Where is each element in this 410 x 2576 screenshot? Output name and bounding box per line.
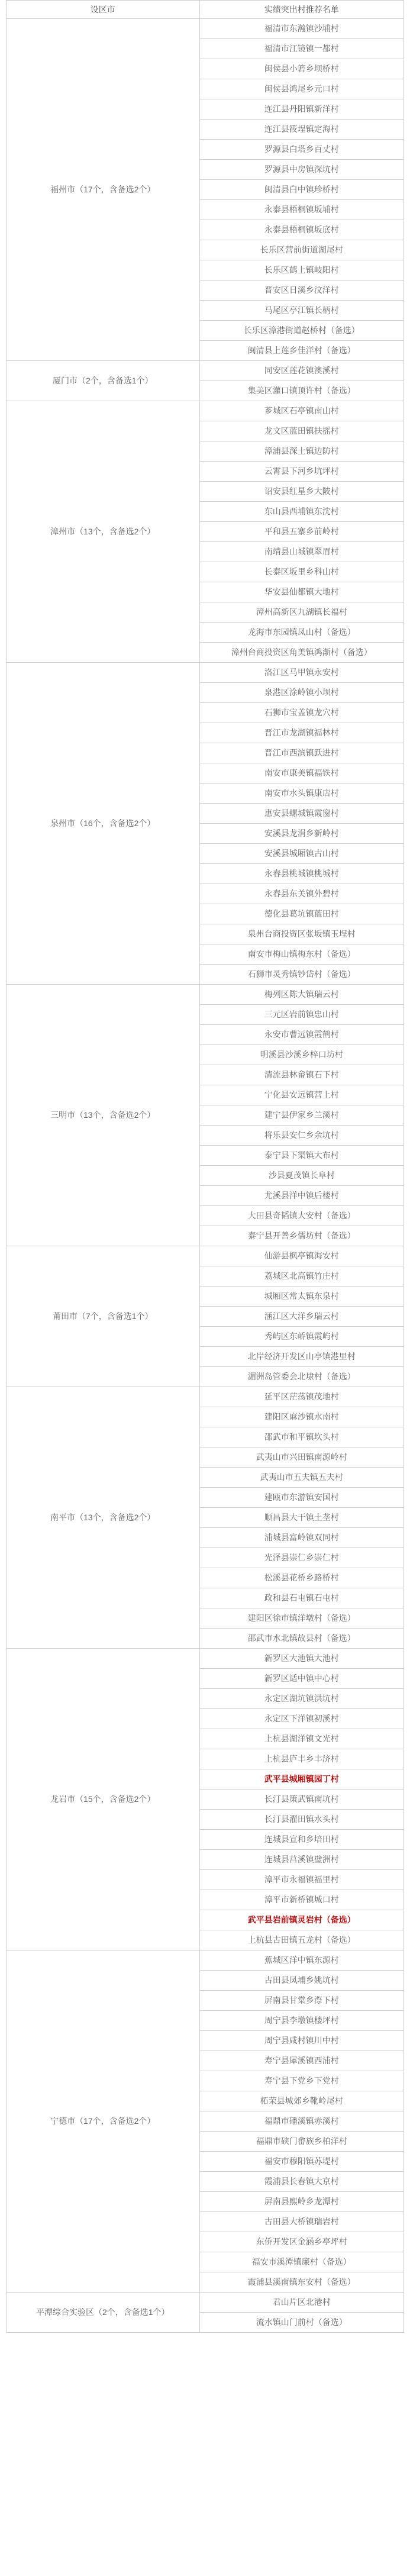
city-cell: 莆田市（7个，含备选1个） (7, 1246, 200, 1387)
village-cell: 连江县筱埕镇定海村 (199, 120, 403, 140)
village-cell: 罗源县中房镇深坑村 (199, 160, 403, 180)
village-cell: 涵江区大洋乡瑞云村 (199, 1307, 403, 1327)
village-cell: 石狮市灵秀镇钞岱村（备选） (199, 965, 403, 985)
village-cell: 周宁县咸村镇川中村 (199, 2031, 403, 2051)
village-cell: 延平区茫荡镇茂地村 (199, 1387, 403, 1407)
village-cell: 南靖县山城镇翠眉村 (199, 542, 403, 562)
village-cell: 云霄县下河乡坑坪村 (199, 462, 403, 482)
village-cell: 大田县奇韬镇大安村（备选） (199, 1206, 403, 1226)
table-row (7, 2293, 404, 2313)
city-cell: 南平市（13个，含备选2个） (7, 1387, 200, 1649)
village-cell: 晋江市西滨镇跃进村 (199, 743, 403, 763)
village-cell: 霞浦县长春镇大京村 (199, 2172, 403, 2192)
village-cell: 永春县桃城镇桃城村 (199, 864, 403, 884)
village-cell: 浦城县富岭镇双同村 (199, 1528, 403, 1548)
village-cell: 集美区灌口镇顶许村（备选） (199, 381, 403, 401)
village-cell: 屏南县熙岭乡龙潭村 (199, 2192, 403, 2212)
village-cell: 流水镇山门前村（备选） (199, 2313, 403, 2333)
village-cell: 南安市康美镇福铁村 (199, 763, 403, 784)
table-row (7, 19, 404, 39)
village-cell: 长乐区营前街道湖尾村 (199, 240, 403, 260)
village-cell: 华安县仙都镇大地村 (199, 582, 403, 602)
city-cell: 平潭综合实验区（2个，含备选1个） (7, 2293, 200, 2333)
table-row (7, 1649, 404, 1669)
village-cell: 安溪县城厢镇古山村 (199, 844, 403, 864)
village-cell: 南安市梅山镇梅东村（备选） (199, 944, 403, 965)
village-cell: 东山县西埔镇东沈村 (199, 502, 403, 522)
village-cell: 清流县林畲镇石下村 (199, 1065, 403, 1085)
village-cell: 邵武市水北镇故县村（备选） (199, 1629, 403, 1649)
village-cell: 漳浦县深土镇边防村 (199, 441, 403, 462)
village-cell: 邵武市和平镇坎头村 (199, 1427, 403, 1447)
village-cell: 泰宁县开善乡儒坊村（备选） (199, 1226, 403, 1246)
village-cell: 闽清县白中镇珍桥村 (199, 180, 403, 200)
village-cell: 光泽县崇仁乡崇仁村 (199, 1548, 403, 1568)
village-cell: 福安市溪潭镇廉村（备选） (199, 2252, 403, 2272)
village-cell: 宁化县安远镇营上村 (199, 1085, 403, 1105)
village-cell: 沙县夏茂镇长阜村 (199, 1166, 403, 1186)
village-cell: 惠安县螺城镇霞窗村 (199, 804, 403, 824)
village-cell: 将乐县安仁乡余坑村 (199, 1126, 403, 1146)
village-cell: 武平县城厢镇园丁村 (199, 1769, 403, 1790)
village-cell: 闽侯县小箬乡坝桥村 (199, 59, 403, 79)
village-cell: 连城县莒溪镇璧洲村 (199, 1850, 403, 1870)
village-cell: 石狮市宝盖镇龙穴村 (199, 703, 403, 723)
village-cell: 上杭县庐丰乡丰济村 (199, 1749, 403, 1769)
village-cell: 罗源县白塔乡百丈村 (199, 140, 403, 160)
village-cell: 明溪县沙溪乡梓口坊村 (199, 1045, 403, 1065)
village-cell: 柘荣县城郊乡靴岭尾村 (199, 2091, 403, 2111)
village-cell: 北岸经济开发区山亭镇港里村 (199, 1347, 403, 1367)
city-cell: 漳州市（13个，含备选2个） (7, 401, 200, 663)
village-cell: 长汀县策武镇南坑村 (199, 1790, 403, 1810)
village-cell: 古田县凤埔乡姚坑村 (199, 1971, 403, 1991)
village-cell: 闽侯县鸿尾乡元口村 (199, 79, 403, 99)
village-cell: 蕉城区洋中镇东源村 (199, 1950, 403, 1971)
village-cell: 福安市穆阳镇苏堤村 (199, 2152, 403, 2172)
village-cell: 武平县岩前镇灵岩村（备选） (199, 1910, 403, 1930)
village-cell: 漳平市永福镇福里村 (199, 1870, 403, 1890)
village-cell: 洛江区马甲镇永安村 (199, 663, 403, 683)
village-cell: 南安市水头镇康店村 (199, 784, 403, 804)
village-cell: 芗城区石亭镇南山村 (199, 401, 403, 421)
village-cell: 霞浦县溪南镇东安村（备选） (199, 2272, 403, 2293)
table-row (7, 1246, 404, 1266)
village-cell: 永泰县梧桐镇坂底村 (199, 220, 403, 240)
village-cell: 上杭县湖洋镇文光村 (199, 1729, 403, 1749)
village-cell: 长汀县濯田镇水头村 (199, 1810, 403, 1830)
table-row (7, 1950, 404, 1971)
city-cell: 龙岩市（15个，含备选2个） (7, 1649, 200, 1950)
village-cell: 安溪县龙涓乡新岭村 (199, 824, 403, 844)
village-cell: 武夷山市五夫镇五夫村 (199, 1468, 403, 1488)
village-cell: 屏南县甘棠乡漈下村 (199, 1991, 403, 2011)
village-cell: 同安区莲花镇澳溪村 (199, 361, 403, 381)
village-cell: 上杭县古田镇五龙村（备选） (199, 1930, 403, 1950)
village-cell: 尤溪县洋中镇后楼村 (199, 1186, 403, 1206)
village-cell: 寿宁县下党乡下党村 (199, 2071, 403, 2091)
village-cell: 漳平市新桥镇城口村 (199, 1890, 403, 1910)
village-cell: 建宁县伊家乡兰溪村 (199, 1105, 403, 1126)
table-header-row (7, 1, 404, 19)
header-city: 设区市 (7, 1, 200, 19)
village-cell: 长乐区鹤上镇岐阳村 (199, 260, 403, 281)
village-cell: 东侨开发区金涵乡亭坪村 (199, 2232, 403, 2252)
village-cell: 长乐区漳港街道赵桥村（备选） (199, 321, 403, 341)
village-cell: 福清市东瀚镇沙埔村 (199, 19, 403, 39)
village-cell: 仙游县枫亭镇海安村 (199, 1246, 403, 1266)
village-cell: 龙文区蓝田镇扶摇村 (199, 421, 403, 441)
village-cell: 永春县东关镇外碧村 (199, 884, 403, 904)
village-cell: 荔城区北高镇竹庄村 (199, 1266, 403, 1287)
village-cell: 龙海市东园镇凤山村（备选） (199, 623, 403, 643)
village-cell: 泉港区涂岭镇小坝村 (199, 683, 403, 703)
village-cell: 永安市曹远镇霞鹤村 (199, 1025, 403, 1045)
table-row (7, 1387, 404, 1407)
village-cell: 闽清县上莲乡佳洋村（备选） (199, 341, 403, 361)
village-cell: 永泰县梧桐镇坂埔村 (199, 200, 403, 220)
village-cell: 城厢区常太镇东泉村 (199, 1287, 403, 1307)
village-cell: 周宁县李墩镇楼坪村 (199, 2011, 403, 2031)
city-cell: 厦门市（2个，含备选1个） (7, 361, 200, 401)
village-cell: 武夷山市兴田镇南源岭村 (199, 1447, 403, 1468)
village-cell: 建瓯市东游镇安国村 (199, 1488, 403, 1508)
village-cell: 漳州高新区九湖镇长福村 (199, 602, 403, 623)
city-cell: 泉州市（16个，含备选2个） (7, 663, 200, 985)
village-cell: 福鼎市磻溪镇赤溪村 (199, 2111, 403, 2132)
village-cell: 永定区下洋镇初溪村 (199, 1709, 403, 1729)
village-cell: 政和县石屯镇石屯村 (199, 1588, 403, 1608)
table-row (7, 361, 404, 381)
village-cell: 诏安县红星乡大陂村 (199, 482, 403, 502)
village-cell: 建阳区麻沙镇水南村 (199, 1407, 403, 1427)
header-villages: 实绩突出村推荐名单 (199, 1, 403, 19)
village-cell: 晋江市龙湖镇福林村 (199, 723, 403, 743)
village-cell: 德化县葛坑镇蓝田村 (199, 904, 403, 924)
village-cell: 马尾区亭江镇长柄村 (199, 301, 403, 321)
village-cell: 福鼎市硖门畲族乡柏洋村 (199, 2132, 403, 2152)
village-cell: 秀屿区东峤镇霞屿村 (199, 1327, 403, 1347)
village-cell: 古田县大桥镇瑞岩村 (199, 2212, 403, 2232)
village-cell: 平和县五寨乡前岭村 (199, 522, 403, 542)
village-cell: 湄洲岛管委会北埭村（备选） (199, 1367, 403, 1387)
village-cell: 连江县丹阳镇新洋村 (199, 99, 403, 120)
village-cell: 梅列区陈大镇瑞云村 (199, 985, 403, 1005)
table-row (7, 663, 404, 683)
village-cell: 新罗区适中镇中心村 (199, 1669, 403, 1689)
village-cell: 福清市江镜镇一都村 (199, 39, 403, 59)
village-cell: 连城县宣和乡培田村 (199, 1830, 403, 1850)
city-cell: 三明市（13个，含备选2个） (7, 985, 200, 1246)
table-row (7, 401, 404, 421)
village-table (6, 0, 404, 2333)
city-cell: 福州市（17个，含备选2个） (7, 19, 200, 361)
village-cell: 永定区湖坑镇洪坑村 (199, 1689, 403, 1709)
village-cell: 松溪县花桥乡路桥村 (199, 1568, 403, 1588)
village-cell: 新罗区大池镇大池村 (199, 1649, 403, 1669)
village-cell: 三元区岩前镇忠山村 (199, 1005, 403, 1025)
village-cell: 泉州台商投资区张坂镇玉埕村 (199, 924, 403, 944)
village-cell: 晋安区日溪乡汶洋村 (199, 281, 403, 301)
village-cell: 长泰区坂里乡科山村 (199, 562, 403, 582)
village-cell: 寿宁县犀溪镇西浦村 (199, 2051, 403, 2071)
village-cell: 顺昌县大干镇土垄村 (199, 1508, 403, 1528)
city-cell: 宁德市（17个，含备选2个） (7, 1950, 200, 2293)
village-cell: 建阳区徐市镇洋墩村（备选） (199, 1608, 403, 1629)
table-row (7, 985, 404, 1005)
village-cell: 漳州台商投资区角美镇鸿渐村（备选） (199, 643, 403, 663)
village-cell: 君山片区北港村 (199, 2293, 403, 2313)
village-cell: 泰宁县下渠镇大布村 (199, 1146, 403, 1166)
